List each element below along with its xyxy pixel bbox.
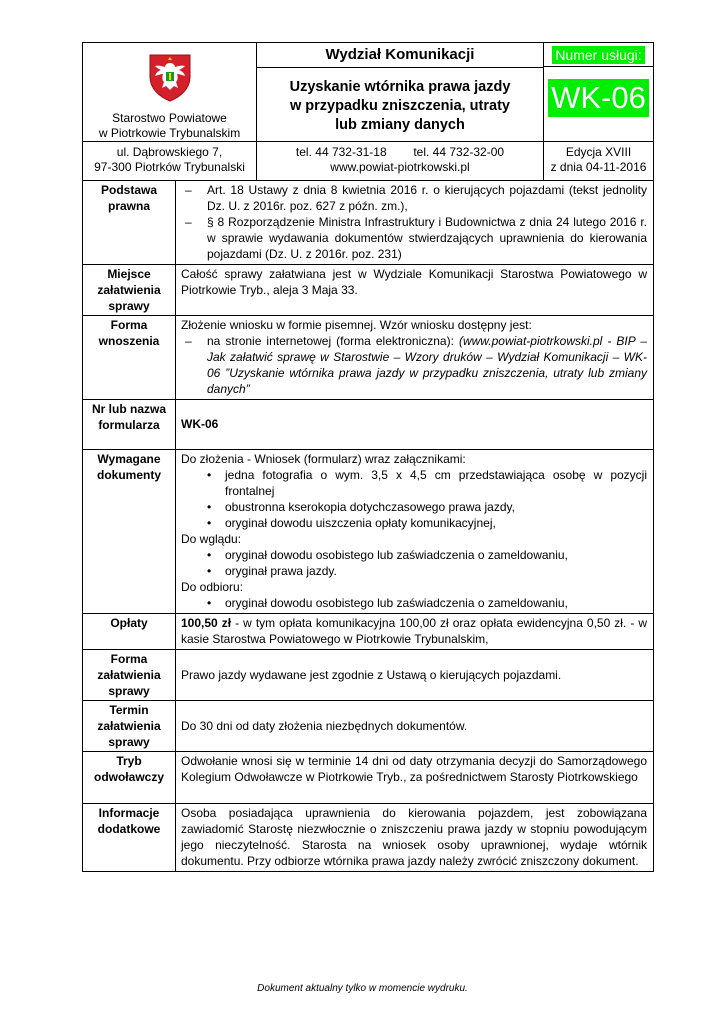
forma-intro: Złożenie wniosku w formie pisemnej. Wzór wniosku dostępny jest: <box>181 318 532 332</box>
row-value-podstawa <box>176 181 654 265</box>
address-line1: ul. Dąbrowskiego 7, <box>116 145 223 159</box>
row-label-formularz: Nr lub nazwa formularza <box>83 400 176 450</box>
footer-note: Dokument aktualny tylko w momencie wydruku. <box>257 983 468 994</box>
table-row <box>83 650 654 701</box>
edition-number: Edycja XVIII <box>565 145 632 159</box>
row-label-podstawa: Podstawa prawna <box>83 181 176 265</box>
contact-info <box>257 142 544 180</box>
row-label-forma-zalatwienia: Forma załatwienia sprawy <box>83 650 176 701</box>
table-row <box>83 752 654 804</box>
department-name: Wydział Komunikacji <box>257 43 543 68</box>
fee-details: - w tym opłata komunikacyjna 100,00 zł oraz opłata ewidencyjna 0,50 zł. - w kasie Starostwa Powiatowego w Piotrkowie Trybunalskim, <box>181 616 648 646</box>
service-number-cell <box>544 43 653 141</box>
row-label-oplaty: Opłaty <box>83 614 176 650</box>
service-title-cell <box>257 43 544 141</box>
list-item: • oryginał dowodu uiszczenia opłaty komunikacyjnej, <box>181 515 647 531</box>
row-label-informacje: Informacje dodatkowe <box>83 804 176 872</box>
row-value-termin: Do 30 dni od daty złożenia niezbędnych dokumentów. <box>176 701 654 752</box>
table-row <box>83 701 654 752</box>
office-logo-cell <box>83 43 257 141</box>
odbior-label: Do odbioru: <box>181 580 244 594</box>
service-title-line3: lub zmiany danych <box>335 117 465 133</box>
table-row <box>83 450 654 614</box>
row-label-miejsce: Miejsce załatwienia sprawy <box>83 265 176 316</box>
row-value-informacje: Osoba posiadająca uprawnienia do kierowania pojazdem, jest zobowiązana zawiadomić Starostę niezwłocznie o zniszczeniu prawa jazdy w stopniu powodującym jego nieczytelność. Starosta na wniosek osoby uprawnionej, wydaje wtórnik dokumentu. Przy odbiorze wtórnika prawa jazdy należy zwrócić zniszczony dokument. <box>176 804 654 872</box>
dokumenty-intro: Do złożenia - Wniosek (formularz) wraz załącznikami: <box>181 452 466 466</box>
forma-item-prefix: na stronie internetowej (forma elektroniczna): <box>207 334 459 348</box>
table-row <box>83 804 654 872</box>
row-label-dokumenty: Wymagane dokumenty <box>83 450 176 614</box>
service-code: WK-06 <box>548 79 649 117</box>
list-item: • oryginał dowodu osobistego lub zaświadczenia o zameldowaniu, <box>181 547 647 563</box>
website-link[interactable]: www.powiat-piotrkowski.pl <box>330 160 470 174</box>
list-item: • obustronna kserokopia dotychczasowego prawa jazdy, <box>181 499 647 515</box>
address-line2: 97-300 Piotrków Trybunalski <box>94 160 245 174</box>
office-name-line1: Starostwo Powiatowe <box>112 111 227 125</box>
table-row <box>83 400 654 450</box>
row-label-forma-wnoszenia: Forma wnoszenia <box>83 316 176 400</box>
document-header <box>82 42 654 181</box>
row-label-termin: Termin załatwienia sprawy <box>83 701 176 752</box>
table-row <box>83 614 654 650</box>
row-value-forma-zalatwienia: Prawo jazdy wydawane jest zgodnie z Ustawą o kierujących pojazdami. <box>176 650 654 701</box>
service-title-line2: w przypadku zniszczenia, utraty <box>290 98 510 114</box>
office-name-line2: w Piotrkowie Trybunalskim <box>98 126 241 140</box>
list-item: – Art. 18 Ustawy z dnia 8 kwietnia 2016 r. o kierujących pojazdami (tekst jednolity Dz. U. z 2016r. poz. 627 z późn. zm.), <box>181 182 647 214</box>
table-row <box>83 265 654 316</box>
list-item: • jedna fotografia o wym. 3,5 x 4,5 cm przedstawiająca osobę w pozycji frontalnej <box>181 467 647 499</box>
edition-date: z dnia 04-11-2016 <box>550 160 647 174</box>
row-value-dokumenty <box>176 450 654 614</box>
forma-item-path: (www.powiat-piotrkowski.pl - BIP – Jak załatwić sprawę w Starostwie – Wzory druków – Wydział Komunikacji – WK-06 ”Uzyskanie wtórnika prawa jazdy w przypadku zniszczenia, utraty lub zmiany danych” <box>207 334 647 396</box>
table-row <box>83 316 654 400</box>
phone-numbers: tel. 44 732-31-18 tel. 44 732-32-00 <box>295 145 505 159</box>
list-item: • oryginał dowodu osobistego lub zaświadczenia o zameldowaniu, <box>181 595 647 611</box>
row-value-tryb: Odwołanie wnosi się w terminie 14 dni od daty otrzymania decyzji do Samorządowego Kolegium Odwoławcze w Piotrkowie Tryb., za pośrednictwem Starosty Piotrkowskiego <box>176 752 654 804</box>
service-title <box>257 68 543 135</box>
coat-of-arms-icon <box>144 51 196 103</box>
service-details-table <box>82 180 654 872</box>
edition-info <box>544 142 653 180</box>
row-label-tryb: Tryb odwoławczy <box>83 752 176 804</box>
row-value-formularz: WK-06 <box>176 400 654 450</box>
row-value-oplaty <box>176 614 654 650</box>
list-item: • oryginał prawa jazdy. <box>181 563 647 579</box>
service-title-line1: Uzyskanie wtórnika prawa jazdy <box>289 79 511 95</box>
table-row <box>83 181 654 265</box>
row-value-forma-wnoszenia <box>176 316 654 400</box>
row-value-miejsce: Całość sprawy załatwiana jest w Wydziale Komunikacji Starostwa Powiatowego w Piotrkowie Tryb., aleja 3 Maja 33. <box>176 265 654 316</box>
office-address <box>83 142 257 180</box>
list-item <box>181 333 647 397</box>
service-number-label: Numer usługi: <box>552 46 644 64</box>
list-item: – § 8 Rozporządzenie Ministra Infrastruktury i Budownictwa z dnia 24 lutego 2016 r. w sprawie wydawania dokumentów stwierdzających uprawnienia do kierowania pojazdami (Dz. U. z 2016r. poz. 231) <box>181 214 647 262</box>
wglad-label: Do wglądu: <box>181 532 242 546</box>
fee-amount: 100,50 zł <box>181 616 232 630</box>
